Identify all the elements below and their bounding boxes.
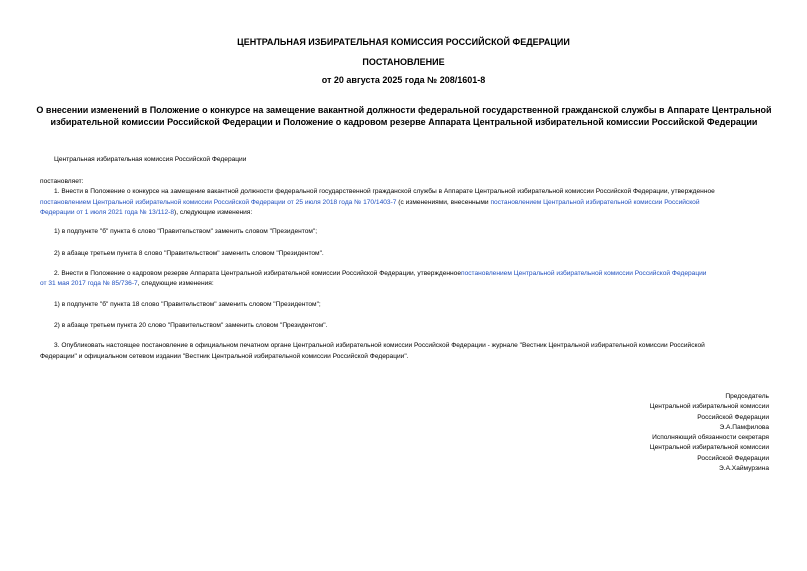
chair-title-line-3: Российской Федерации [697,413,769,421]
item-2-tail: , следующие изменения: [137,280,214,287]
item-2-subitem-1: 1) в подпункте "б" пункта 18 слово "Правительством" заменить словом "Президентом"; [54,301,321,308]
item-1-line-3 [40,208,770,219]
item-1-line-2 [40,198,770,209]
issuing-authority: ЦЕНТРАЛЬНАЯ ИЗБИРАТЕЛЬНАЯ КОМИССИЯ РОССИЙСКОЙ ФЕДЕРАЦИИ [237,37,570,47]
preamble: Центральная избирательная комиссия Российской Федерации [54,156,247,163]
item-3-line-2: Федерации" и официальном сетевом издании "Вестник Центральной избирательной комиссии Российской Федерации". [40,353,409,360]
chair-title-line-2: Центральной избирательной комиссии [649,403,769,411]
document-subject: О внесении изменений в Положение о конкурсе на замещение вакантной должности федеральной государственной гражданской службы в Аппарате Центральной избирательной комиссии Российской Федерации и Положение о кадровом резерве Аппарата Центральной избирательной комиссии Российской Федерации [36,105,772,127]
item-1-mid: (с изменениями, внесенными [396,199,491,206]
item-2-subitem-2: 2) в абзаце третьем пункта 20 слово "Правительством" заменить словом "Президентом". [54,322,328,329]
secretary-name: Э.А.Хаймурзина [719,465,769,473]
date-and-number: от 20 августа 2025 года № 208/1601-8 [321,75,486,85]
chair-name: Э.А.Памфилова [719,423,769,431]
item-2-line-2 [40,279,770,290]
item-3-line-1: 3. Опубликовать настоящее постановление в официальном печатном органе Центральной избирательной комиссии Российской Федерации - журнале "Вестник Центральной избирательной комиссии Российской [54,342,705,349]
secretary-title-line-2: Центральной избирательной комиссии [649,444,769,452]
link-resolution-170-1403-7[interactable]: постановлением Центральной избирательной комиссии Российской Федерации от 25 июля 2018 года № 170/1403-7 [40,199,397,206]
item-1-subitem-1: 1) в подпункте "б" пункта 6 слово "Правительством" заменить словом "Президентом"; [54,228,318,235]
item-2-text: 2. Внести в Положение о кадровом резерве Аппарата Центральной избирательной комиссии Российской Федерации, утвержденное [54,270,462,277]
chair-title-line-1: Председатель [725,393,769,400]
resolves-label: постановляет: [40,178,84,185]
item-1-subitem-2: 2) в абзаце третьем пункта 8 слово "Правительством" заменить словом "Президентом". [54,250,324,257]
link-resolution-13-112-8-part2[interactable]: Федерации от 1 июля 2021 года № 13/112-8 [40,209,175,216]
item-1-line-1 [54,187,770,198]
signature-block [469,392,769,474]
secretary-title-line-3: Российской Федерации [697,454,769,462]
secretary-title-line-1: Исполняющий обязанности секретаря [652,434,769,442]
item-1-text: 1. Внести в Положение о конкурсе на замещение вакантной должности федеральной государственной гражданской службы в Аппарате Центральной избирательной комиссии Российской Федерации, утвержденное [54,188,715,195]
link-resolution-13-112-8-part1[interactable]: постановлением Центральной избирательной комиссии Российской [490,199,700,206]
document-type: ПОСТАНОВЛЕНИЕ [362,57,445,67]
item-1-tail: ), следующие изменения: [174,209,253,216]
link-resolution-85-736-7-part1[interactable]: постановлением Центральной избирательной комиссии Российской Федерации [461,270,707,277]
link-resolution-85-736-7-part2[interactable]: от 31 мая 2017 года № 85/736-7 [40,280,138,287]
item-2-line-1 [54,269,770,280]
